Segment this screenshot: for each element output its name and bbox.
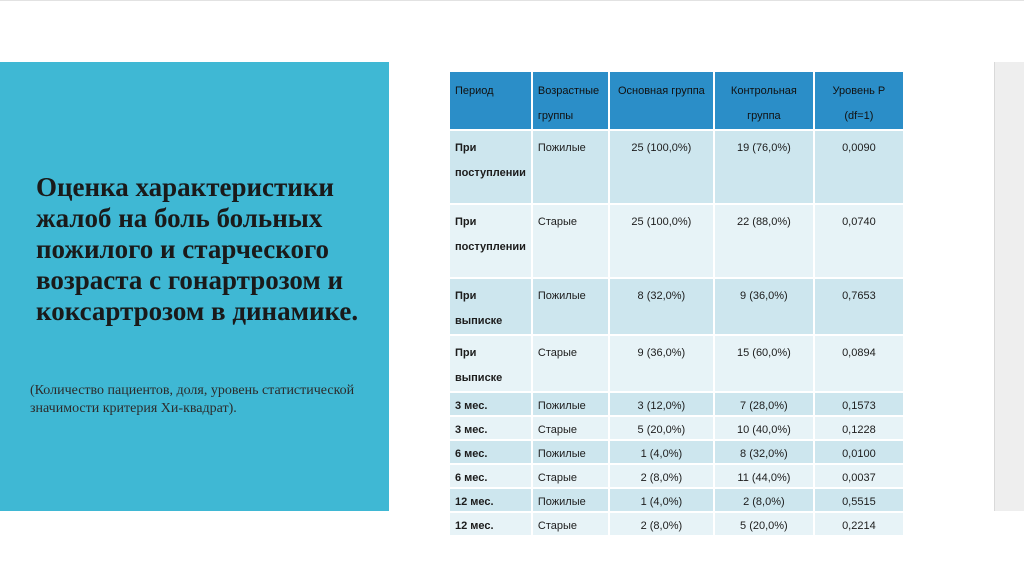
- cell-age-group: Пожилые: [533, 131, 608, 203]
- cell-control: 2 (8,0%): [715, 489, 813, 511]
- cell-control: 5 (20,0%): [715, 513, 813, 535]
- top-divider: [0, 0, 1024, 1]
- cell-period: При поступлении: [450, 205, 531, 277]
- cell-p: 0,0740: [815, 205, 903, 277]
- cell-p: 0,0100: [815, 441, 903, 463]
- cell-period: 12 мес.: [450, 489, 531, 511]
- cell-age-group: Старые: [533, 465, 608, 487]
- table-row: [450, 279, 903, 334]
- cell-period: При выписке: [450, 279, 531, 334]
- cell-control: 11 (44,0%): [715, 465, 813, 487]
- cell-control: 10 (40,0%): [715, 417, 813, 439]
- header-control-group: Контрольная группа: [715, 72, 813, 129]
- table-row: [450, 441, 903, 463]
- cell-p: 0,1573: [815, 393, 903, 415]
- cell-age-group: Старые: [533, 336, 608, 391]
- slide-subtitle: (Количество пациентов, доля, уровень статистической значимости критерия Хи-квадрат).: [30, 383, 355, 416]
- table-row: [450, 417, 903, 439]
- cell-age-group: Пожилые: [533, 279, 608, 334]
- header-period: Период: [450, 72, 531, 129]
- cell-age-group: Пожилые: [533, 489, 608, 511]
- cell-p: 0,1228: [815, 417, 903, 439]
- table-row: [450, 205, 903, 277]
- cell-p: 0,7653: [815, 279, 903, 334]
- cell-control: 15 (60,0%): [715, 336, 813, 391]
- results-table: [448, 70, 905, 537]
- header-main-group: Основная группа: [610, 72, 713, 129]
- cell-age-group: Старые: [533, 417, 608, 439]
- cell-p: 0,2214: [815, 513, 903, 535]
- table-row: [450, 336, 903, 391]
- header-p-level: Уровень P (df=1): [815, 72, 903, 129]
- cell-control: 22 (88,0%): [715, 205, 813, 277]
- cell-control: 7 (28,0%): [715, 393, 813, 415]
- cell-period: 6 мес.: [450, 465, 531, 487]
- slide-title: Оценка характеристики жалоб на боль больных пожилого и старческого возраста с гонартрозом и коксартрозом в динамике.: [36, 172, 359, 326]
- cell-main: 5 (20,0%): [610, 417, 713, 439]
- cell-period: 3 мес.: [450, 393, 531, 415]
- cell-main: 9 (36,0%): [610, 336, 713, 391]
- cell-p: 0,0037: [815, 465, 903, 487]
- cell-main: 1 (4,0%): [610, 489, 713, 511]
- table-row: [450, 489, 903, 511]
- table-row: [450, 513, 903, 535]
- table-row: [450, 131, 903, 203]
- cell-control: 9 (36,0%): [715, 279, 813, 334]
- cell-control: 19 (76,0%): [715, 131, 813, 203]
- cell-p: 0,0090: [815, 131, 903, 203]
- table-header-row: [450, 72, 903, 129]
- cell-period: При поступлении: [450, 131, 531, 203]
- cell-p: 0,5515: [815, 489, 903, 511]
- cell-age-group: Пожилые: [533, 441, 608, 463]
- cell-control: 8 (32,0%): [715, 441, 813, 463]
- cell-period: 12 мес.: [450, 513, 531, 535]
- cell-p: 0,0894: [815, 336, 903, 391]
- cell-age-group: Пожилые: [533, 393, 608, 415]
- side-strip: [994, 62, 1024, 511]
- cell-main: 2 (8,0%): [610, 465, 713, 487]
- cell-age-group: Старые: [533, 205, 608, 277]
- cell-main: 2 (8,0%): [610, 513, 713, 535]
- cell-period: 3 мес.: [450, 417, 531, 439]
- cell-period: При выписке: [450, 336, 531, 391]
- cell-age-group: Старые: [533, 513, 608, 535]
- cell-main: 3 (12,0%): [610, 393, 713, 415]
- table-row: [450, 465, 903, 487]
- cell-period: 6 мес.: [450, 441, 531, 463]
- header-age-groups: Возрастные группы: [533, 72, 608, 129]
- table-row: [450, 393, 903, 415]
- cell-main: 8 (32,0%): [610, 279, 713, 334]
- cell-main: 1 (4,0%): [610, 441, 713, 463]
- cell-main: 25 (100,0%): [610, 205, 713, 277]
- cell-main: 25 (100,0%): [610, 131, 713, 203]
